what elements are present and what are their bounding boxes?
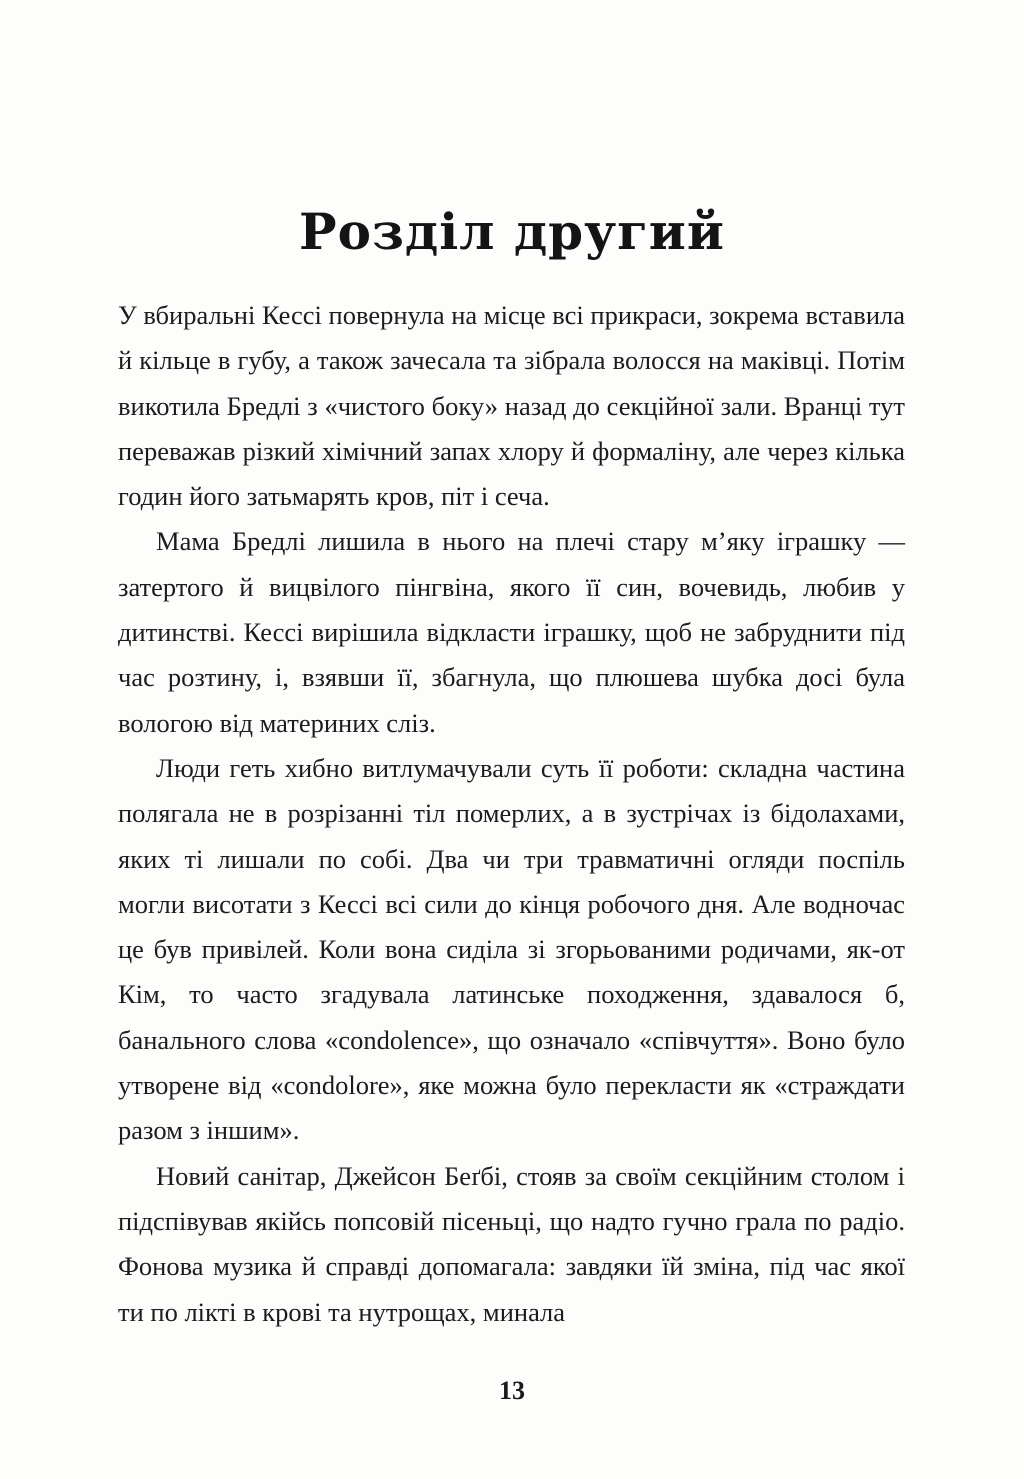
body-text (118, 293, 905, 1335)
paragraph: Люди геть хибно витлумачували суть її роботи: складна частина полягала не в розрізанні тіл померлих, а в зустрічах із бідолахами, яких ті лишали по собі. Два чи три травматичні огляди поспіль могли висотати з Кессі всі сили до кінця робочого дня. Але водночас це був привілей. Коли вона сиділа зі згорьованими родичами, як-от Кім, то часто згадувала латинське походження, здавалося б, банального слова «condolence», що означало «співчуття». Воно було утворене від «condolore», яке можна було перекласти як «страждати разом з іншим». (118, 752, 905, 1146)
chapter-title: Розділ другий (299, 201, 725, 261)
page-number: 13 (499, 1376, 525, 1405)
paragraph: У вбиральні Кессі повернула на місце всі прикраси, зокрема вставила й кільце в губу, а також зачесала та зібрала волосся на маківці. Потім викотила Бредлі з «чистого боку» назад до секційної зали. Вранці тут переважав різкий хімічний запах хлору й формаліну, але через кілька годин його затьмарять кров, піт і сеча. (118, 300, 905, 512)
paragraph: Мама Бредлі лишила в нього на плечі стару м’яку іграшку — затертого й вицвілого пінгвіна, якого її син, вочевидь, любив у дитинстві. Кессі вирішила відкласти іграшку, щоб не забруднити під час розтину, і, взявши її, збагнула, що плюшева шубка досі була вологою від материних сліз. (118, 526, 905, 738)
paragraph: Новий санітар, Джейсон Беґбі, стояв за своїм секційним столом і підспівував якійсь попсовій пісеньці, що надто гучно грала по радіо. Фонова музика й справді допомагала: завдяки їй зміна, під час якої ти по лікті в крові та нутрощах, минала (118, 1160, 905, 1327)
